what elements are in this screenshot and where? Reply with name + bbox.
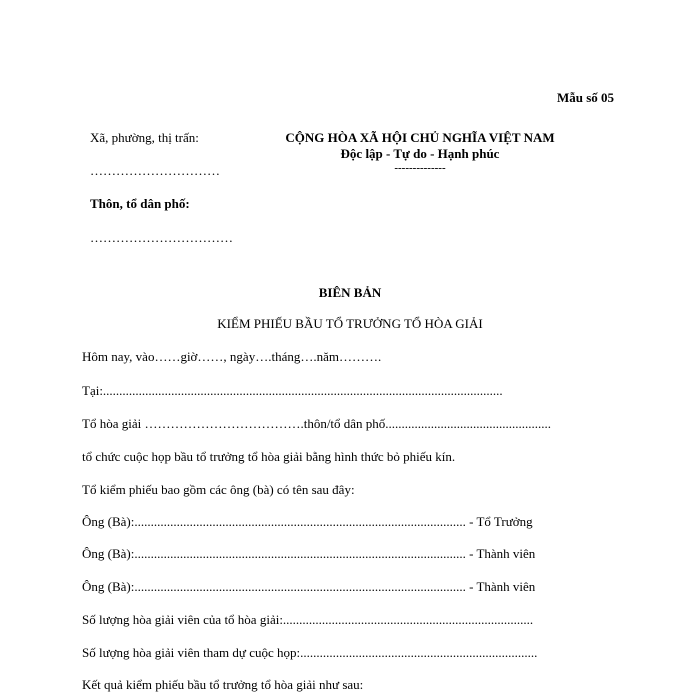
country-name: CỘNG HÒA XÃ HỘI CHỦ NGHĨA VIỆT NAM — [285, 130, 555, 145]
body-line-results-intro: Kết quả kiểm phiếu bầu tổ trưởng tổ hòa giải như sau: — [82, 677, 364, 692]
national-motto: Độc lập - Tự do - Hạnh phúc — [340, 146, 500, 161]
commune-label: Xã, phường, thị trấn: — [90, 130, 199, 145]
form-number: Mẫu số 05 — [557, 90, 615, 105]
body-line-meeting-purpose: tổ chức cuộc họp bầu tổ trưởng tổ hòa giải bằng hình thức bỏ phiếu kín. — [82, 449, 456, 464]
body-line-location: Tại:........................................................................................................................... — [82, 383, 503, 398]
body-line-attendee-count: Số lượng hòa giải viên tham dự cuộc họp:......................................................................... — [82, 645, 538, 660]
body-line-date: Hôm nay, vào……giờ……, ngày….tháng….năm………. — [82, 349, 382, 364]
village-label: Thôn, tổ dân phố: — [90, 196, 190, 211]
body-line-member-2: Ông (Bà):...................................................................................................... - Thành viên — [82, 579, 536, 594]
document-subtitle: KIỂM PHIẾU BẦU TỔ TRƯỞNG TỔ HÒA GIẢI — [217, 316, 483, 331]
body-line-mediator-count: Số lượng hòa giải viên của tổ hòa giải:............................................................................. — [82, 612, 534, 627]
body-line-member-1: Ông (Bà):...................................................................................................... - Thành viên — [82, 546, 536, 561]
document-title: BIÊN BẢN — [318, 285, 382, 300]
body-line-member-leader: Ông (Bà):...................................................................................................... - Tổ Trưởng — [82, 514, 533, 529]
village-blank: …………………………… — [90, 230, 233, 245]
header-divider: -------------- — [394, 162, 446, 174]
body-line-mediation-team: Tổ hòa giải ……………………………….thôn/tổ dân phố................................................... — [82, 416, 552, 431]
commune-blank: ………………………… — [90, 163, 220, 178]
body-line-committee-intro: Tổ kiểm phiếu bao gồm các ông (bà) có tên sau đây: — [82, 482, 355, 497]
